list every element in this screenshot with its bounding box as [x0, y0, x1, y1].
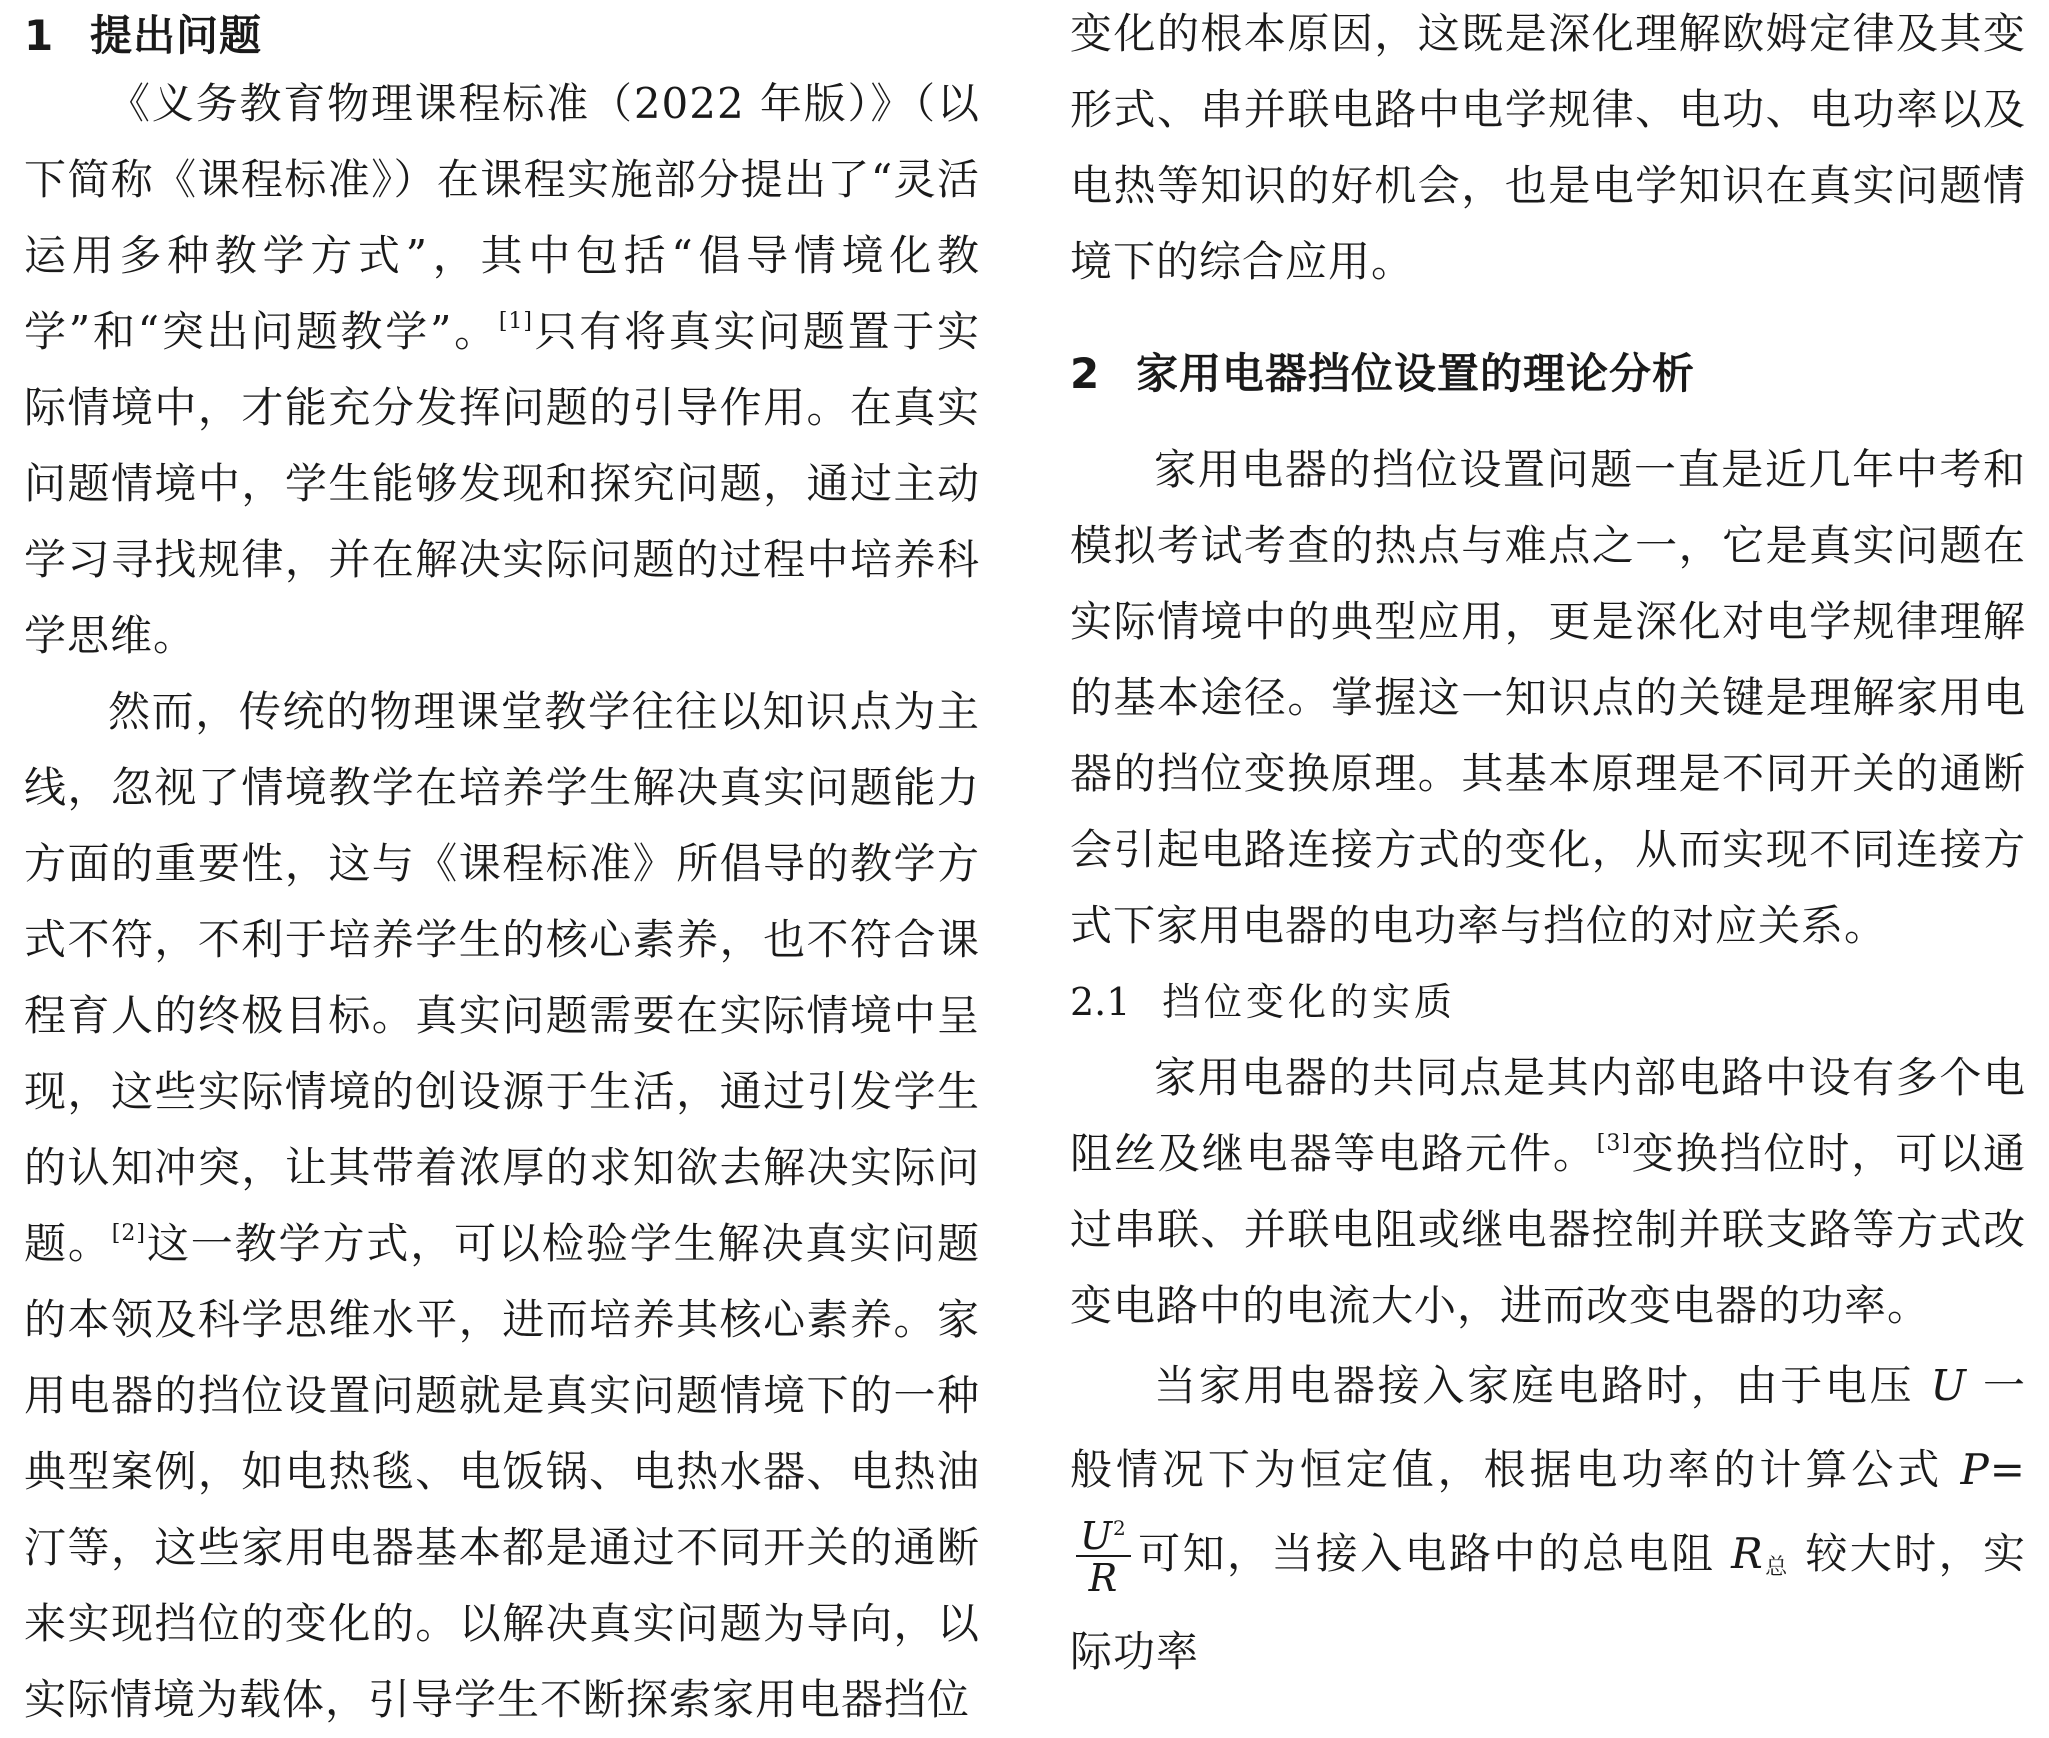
text-run: 《义务教育物理课程标准（2022 年版）》（以下简称《课程标准》）在课程实施部分提出了“灵活运用多种教学方式”，其中包括“倡导情境化教学”和“突出问题教学”。 [24, 79, 980, 356]
subscript-total: 总 [1763, 1555, 1790, 1580]
right-column [1070, 0, 2026, 1694]
text-run: 家用电器的挡位设置问题一直是近几年中考和模拟考试考查的热点与难点之一，它是真实问题在实际情境中的典型应用，更是深化对电学规律理解的基本途径。掌握这一知识点的关键是理解家用电器的挡位变换原理。其基本原理是不同开关的通断会引起电路连接方式的变化，从而实现不同连接方式下家用电器的电功率与挡位的对应关系。 [1070, 445, 2026, 950]
text-run: 当家用电器接入家庭电路时，由于电压 [1154, 1361, 1915, 1410]
text-run: 然而，传统的物理课堂教学往往以知识点为主线，忽视了情境教学在培养学生解决真实问题能力方面的重要性，这与《课程标准》所倡导的教学方式不符，不利于培养学生的核心素养，也不符合课程育人的终极目标。真实问题需要在实际情境中呈现，这些实际情境的创设源于生活，通过引发学生的认知冲突，让其带着浓厚的求知欲去解决实际问题。 [24, 687, 980, 1268]
paragraph-2 [24, 674, 980, 1738]
citation-1: [1] [498, 309, 533, 334]
text-run: 这一教学方式，可以检验学生解决真实问题的本领及科学思维水平，进而培养其核心素养。家用电器的挡位设置问题就是真实问题情境下的一种典型案例，如电热毯、电饭锅、电热水器、电热油汀等，这些家用电器基本都是通过不同开关的通断来实现挡位的变化的。以解决真实问题为导向，以实际情境为载体，引导学生不断探索家用电器挡位 [24, 1219, 980, 1724]
citation-3: [3] [1596, 1131, 1631, 1156]
section-title: 提出问题 [90, 11, 263, 60]
fraction-numerator [1076, 1514, 1131, 1558]
text-run: 一般情况下为恒定值，根据电功率的计算公式 [1070, 1361, 2026, 1494]
paragraph-4 [1070, 1040, 2026, 1344]
text-run: 可知，当接入电路中的总电阻 [1136, 1529, 1716, 1578]
section-number: 2 [1070, 349, 1101, 398]
exponent: 2 [1113, 1516, 1127, 1540]
paragraph-3 [1070, 432, 2026, 964]
text-run: 只有将真实问题置于实际情境中，才能充分发挥问题的引导作用。在真实问题情境中，学生能够发现和探究问题，通过主动学习寻找规律，并在解决实际问题的过程中培养科学思维。 [24, 307, 980, 660]
var-p: P [1960, 1445, 1990, 1494]
left-column [24, 0, 980, 1738]
subsection-heading-2-1 [1070, 964, 2026, 1040]
equals-sign: = [1989, 1445, 2026, 1494]
section-title: 家用电器挡位设置的理论分析 [1136, 349, 1696, 398]
paragraph-continued [1070, 0, 2026, 300]
fraction-denominator: R [1088, 1556, 1119, 1600]
citation-2: [2] [111, 1221, 146, 1246]
text-run: 家用电器的共同点是其内部电路中设有多个电阻丝及继电器等电路元件。 [1070, 1053, 2026, 1178]
section-heading-1 [24, 6, 980, 66]
paragraph-5 [1070, 1344, 2026, 1694]
text-run: 变换挡位时，可以通过串联、并联电阻或继电器控制并联支路等方式改变电路中的电流大小，进而改变电器的功率。 [1070, 1129, 2026, 1330]
section-number: 1 [24, 11, 55, 60]
subsection-number: 2.1 [1070, 980, 1131, 1024]
text-run: 较大时，实际功率 [1070, 1529, 2026, 1676]
subsection-title: 挡位变化的实质 [1162, 980, 1457, 1024]
text-run: 变化的根本原因，这既是深化理解欧姆定律及其变形式、串并联电路中电学规律、电功、电功率以及电热等知识的好机会，也是电学知识在真实问题情境下的综合应用。 [1070, 9, 2026, 286]
paragraph-1 [24, 66, 980, 674]
var-u: U [1930, 1361, 1967, 1410]
var-r: R [1731, 1529, 1764, 1578]
section-heading-2 [1070, 344, 2026, 404]
power-formula-fraction [1076, 1514, 1131, 1600]
numerator-var: U [1080, 1514, 1114, 1558]
